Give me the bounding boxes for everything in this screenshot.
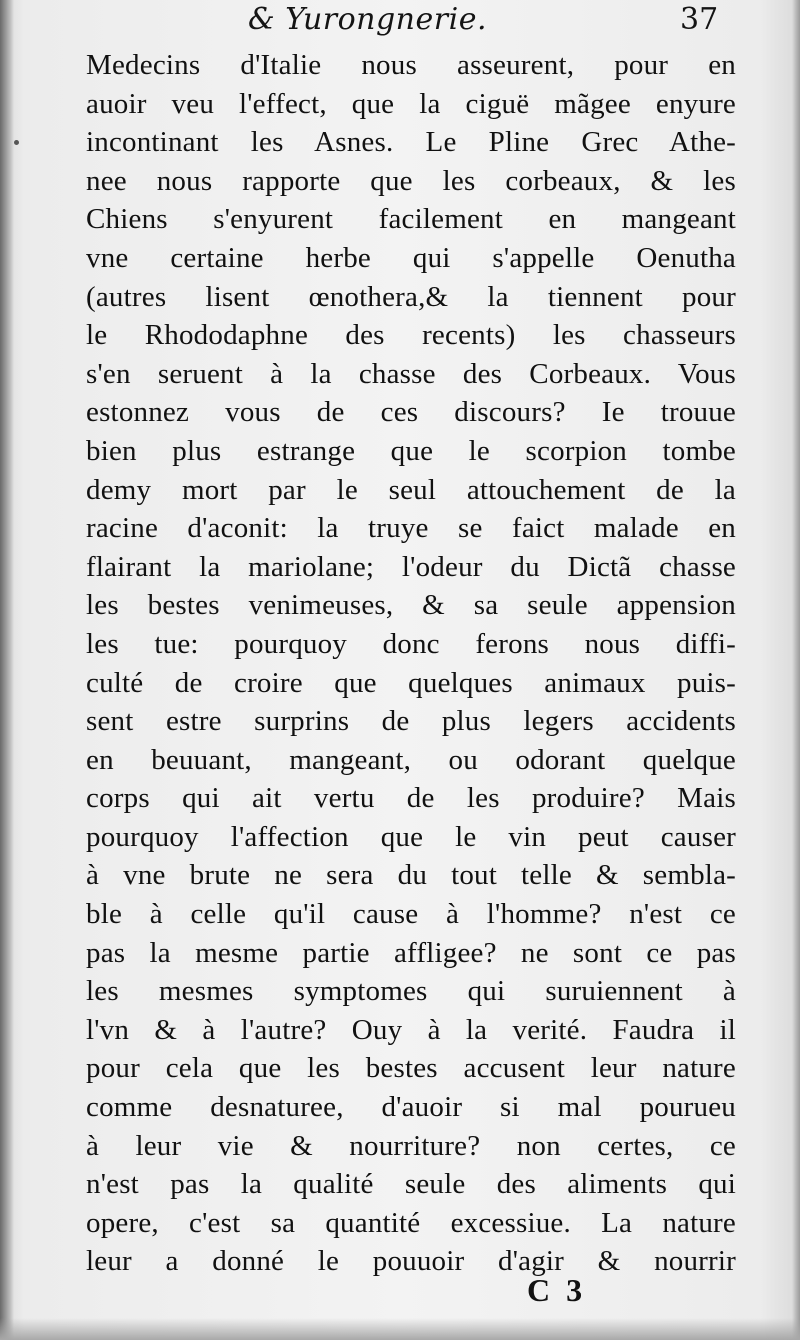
text-line: comme desnaturee, d'auoir si mal pourueu [86,1091,736,1124]
text-line: sent estre surprins de plus legers accidents [86,705,736,738]
text-line: racine d'aconit: la truye se faict malade en [86,512,736,545]
text-line: le Rhododaphne des recents) les chasseurs [86,319,736,352]
text-line: flairant la mariolane; l'odeur du Dictã chasse [86,550,736,583]
text-line: leur a donné le pouuoir d'agir & nourrir [86,1245,736,1278]
text-line: demy mort par le seul attouchement de la [86,473,736,506]
text-line: (autres lisent œnothera,& la tiennent pour [86,280,736,313]
text-line: pas la mesme partie affligee? ne sont ce pas [86,936,736,969]
text-line: les tue: pourquoy donc ferons nous diffi- [86,627,736,660]
text-line: l'vn & à l'autre? Ouy à la verité. Faudra il [86,1013,736,1046]
text-line: ble à celle qu'il cause à l'homme? n'est ce [86,898,736,931]
page-number: 37 [680,2,719,37]
text-line: s'en seruent à la chasse des Corbeaux. Vous [86,357,736,390]
text-line: auoir veu l'effect, que la ciguë mãgee enyure [86,87,736,120]
text-line: vne certaine herbe qui s'appelle Oenutha [86,241,736,274]
body-text [86,46,736,1281]
text-line: bien plus estrange que le scorpion tombe [86,434,736,467]
text-line: Chiens s'enyurent facilement en mangeant [86,203,736,236]
text-line: pour cela que les bestes accusent leur nature [86,1052,736,1085]
text-line: en beuuant, mangeant, ou odorant quelque [86,743,736,776]
signature-mark: C 3 [527,1272,587,1308]
ink-smudge [14,140,19,145]
text-line: nee nous rapporte que les corbeaux, & les [86,164,736,197]
text-line: corps qui ait vertu de les produire? Mais [86,782,736,815]
page-edge-right [792,0,800,1340]
text-line: les mesmes symptomes qui suruiennent à [86,975,736,1008]
text-line: opere, c'est sa quantité excessiue. La nature [86,1206,736,1239]
text-line: incontinant les Asnes. Le Pline Grec Athe- [86,126,736,159]
text-line: estonnez vous de ces discours? Ie trouue [86,396,736,429]
text-line: à vne brute ne sera du tout telle & sembla- [86,859,736,892]
text-line: n'est pas la qualité seule des aliments qui [86,1168,736,1201]
text-line: pourquoy l'affection que le vin peut causer [86,820,736,853]
text-line: Medecins d'Italie nous asseurent, pour en [86,49,736,81]
spine-shadow [0,0,14,1340]
running-title: & Yurongnerie. [248,2,487,37]
text-line: à leur vie & nourriture? non certes, ce [86,1129,736,1162]
text-line: les bestes venimeuses, & sa seule appension [86,589,736,622]
text-line: culté de croire que quelques animaux puis- [86,666,736,699]
page-edge-bottom [0,1318,800,1340]
